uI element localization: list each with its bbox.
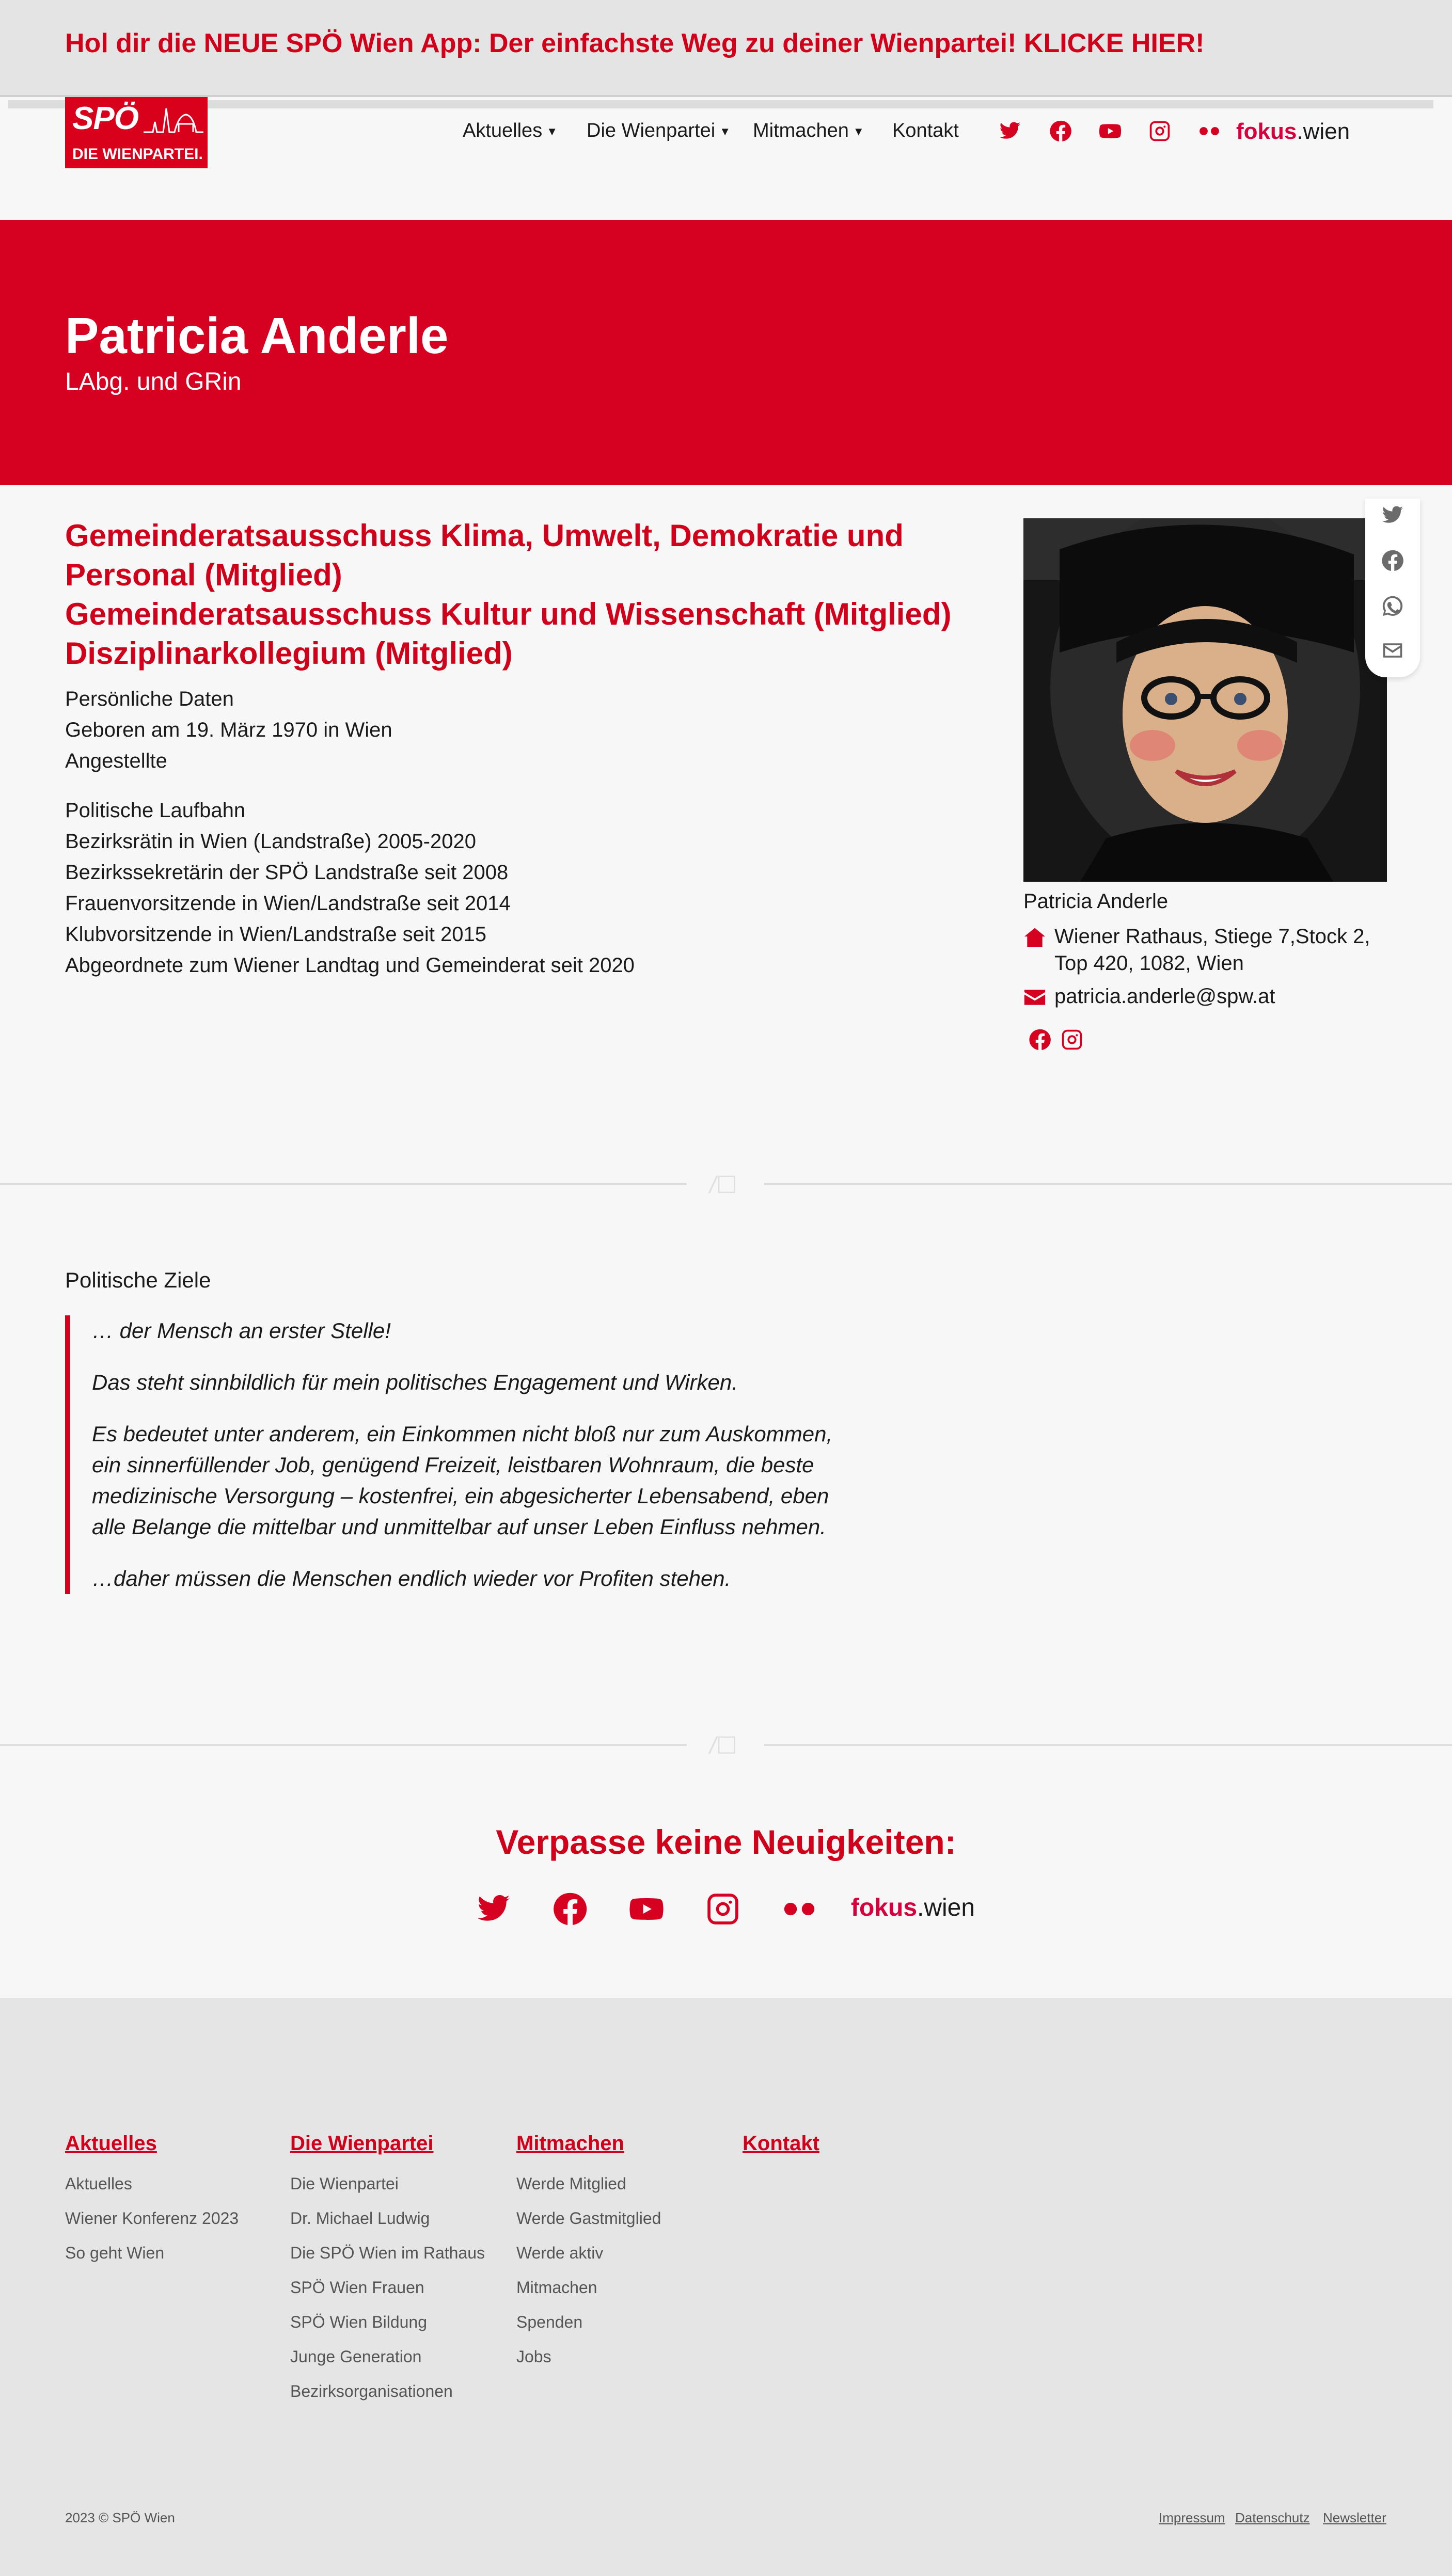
promo-divider <box>0 95 1452 97</box>
nav-item-die-wienpartei[interactable] <box>587 120 731 142</box>
youtube-icon[interactable] <box>629 1891 664 1927</box>
footer-link[interactable]: Die SPÖ Wien im Rathaus <box>290 2244 485 2262</box>
page-subtitle: LAbg. und GRin <box>65 368 242 395</box>
committee-item: Gemeinderatsausschuss Klima, Umwelt, Demokratie und Personal (Mitglied) <box>65 518 904 592</box>
fokus-wien-link[interactable] <box>1236 119 1350 145</box>
copyright-text: 2023 © SPÖ Wien <box>65 2510 175 2525</box>
nav-label: Aktuelles <box>463 120 543 141</box>
personal-data <box>65 683 392 776</box>
page-title: Patricia Anderle <box>65 307 449 364</box>
facebook-icon[interactable] <box>1381 549 1404 572</box>
fokus-wien-link[interactable] <box>851 1894 975 1922</box>
footer-link[interactable]: So geht Wien <box>65 2244 165 2262</box>
main-nav <box>0 120 1452 146</box>
twitter-icon[interactable] <box>1381 504 1404 527</box>
quote-paragraph: Das steht sinnbildlich für mein politisches Engagement und Wirken. <box>92 1370 738 1394</box>
footer-link[interactable]: Mitmachen <box>516 2278 597 2297</box>
facebook-icon[interactable] <box>553 1891 588 1927</box>
footer-link[interactable]: SPÖ Wien Frauen <box>290 2278 424 2297</box>
footer-heading[interactable]: Aktuelles <box>65 2132 157 2155</box>
site-footer <box>0 1998 1452 2576</box>
committee-list <box>65 516 995 673</box>
nav-label: Die Wienpartei <box>587 120 716 141</box>
share-sidebar <box>1365 499 1420 677</box>
career-line: Bezirkssekretärin der SPÖ Landstraße seit 2008 <box>65 861 509 884</box>
committee-item: Gemeinderatsausschuss Kultur und Wissenschaft (Mitglied) <box>65 597 952 631</box>
quote-paragraph: … der Mensch an erster Stelle! <box>92 1318 391 1343</box>
newsletter-heading: Verpasse keine Neuigkeiten: <box>496 1823 956 1861</box>
address-line: Wiener Rathaus, Stiege 7,Stock 2, <box>1054 925 1370 948</box>
fokus-bold: fokus <box>1236 119 1297 144</box>
divider-emblem <box>687 1729 764 1760</box>
facebook-icon[interactable] <box>1049 120 1072 142</box>
logo-wordmark: SPÖ <box>72 101 138 136</box>
contact-name: Patricia Anderle <box>1023 890 1169 913</box>
footer-link[interactable]: Junge Generation <box>290 2347 422 2366</box>
caret-down-icon: ▼ <box>853 124 864 138</box>
whatsapp-icon[interactable] <box>1381 595 1404 617</box>
email-link[interactable]: patricia.anderle@spw.at <box>1054 985 1275 1008</box>
goals-heading: Politische Ziele <box>65 1268 211 1292</box>
footer-link[interactable]: Die Wienpartei <box>290 2174 399 2193</box>
facebook-icon[interactable] <box>1029 1028 1051 1051</box>
career-line: Bezirksrätin in Wien (Landstraße) 2005-2020 <box>65 830 476 853</box>
committee-item: Disziplinarkollegium (Mitglied) <box>65 636 513 671</box>
promo-banner <box>0 0 1452 96</box>
career-line: Abgeordnete zum Wiener Landtag und Gemeinderat seit 2020 <box>65 954 635 977</box>
fokus-bold: fokus <box>851 1894 918 1921</box>
emblem-icon: /☐ <box>709 1732 738 1759</box>
fokus-rest: .wien <box>1297 119 1350 144</box>
caret-down-icon: ▼ <box>546 124 558 138</box>
flickr-icon[interactable] <box>782 1891 817 1927</box>
footer-heading[interactable]: Die Wienpartei <box>290 2132 434 2155</box>
instagram-icon[interactable] <box>1061 1028 1083 1051</box>
footer-link[interactable]: Bezirksorganisationen <box>290 2382 453 2400</box>
goals-quote <box>65 1315 866 1594</box>
footer-link[interactable]: Jobs <box>516 2347 551 2366</box>
career-heading: Politische Laufbahn <box>65 799 246 822</box>
footer-link[interactable]: Werde Gastmitglied <box>516 2209 661 2228</box>
newsletter-link[interactable]: Newsletter <box>1323 2510 1386 2525</box>
personal-data-heading: Persönliche Daten <box>65 688 234 710</box>
nav-label: Kontakt <box>892 120 959 141</box>
twitter-icon[interactable] <box>999 120 1021 142</box>
footer-heading[interactable]: Kontakt <box>743 2132 819 2155</box>
nav-item-mitmachen[interactable] <box>753 120 864 142</box>
contact-email[interactable] <box>1023 983 1275 1010</box>
contact-address <box>1023 923 1370 977</box>
youtube-icon[interactable] <box>1099 120 1122 142</box>
instagram-icon[interactable] <box>1148 120 1171 142</box>
political-career <box>65 795 635 981</box>
promo-app-link[interactable]: Hol dir die NEUE SPÖ Wien App: Der einfachste Weg zu deiner Wienpartei! KLICKE HIER! <box>65 28 1205 58</box>
personal-data-line: Angestellte <box>65 750 167 772</box>
footer-link[interactable]: Werde aktiv <box>516 2244 604 2262</box>
address-line: Top 420, 1082, Wien <box>1054 952 1244 975</box>
portrait-illustration <box>1023 518 1387 882</box>
footer-link[interactable]: Aktuelles <box>65 2174 132 2193</box>
nav-item-kontakt[interactable] <box>892 120 959 142</box>
footer-column-kontakt <box>743 2132 819 2167</box>
footer-heading[interactable]: Mitmachen <box>516 2132 624 2155</box>
datenschutz-link[interactable]: Datenschutz <box>1235 2510 1310 2525</box>
mail-icon[interactable] <box>1381 639 1404 662</box>
promo-shadow <box>8 100 1433 108</box>
footer-link[interactable]: Werde Mitglied <box>516 2174 626 2193</box>
divider-emblem <box>687 1169 764 1200</box>
envelope-icon <box>1023 986 1046 1009</box>
career-line: Frauenvorsitzende in Wien/Landstraße seit 2014 <box>65 892 511 915</box>
flickr-icon[interactable] <box>1198 120 1221 142</box>
fokus-rest: .wien <box>917 1894 975 1921</box>
hero-banner <box>0 220 1452 485</box>
instagram-icon[interactable] <box>705 1891 740 1927</box>
quote-paragraph: Es bedeutet unter anderem, ein Einkommen nicht bloß nur zum Auskommen, ein sinnerfüllender Job, genügend Freizeit, leistbaren Wohnraum, die beste medizinische Versorgung – kostenfrei, ein abgesicherter Lebensabend, eben alle Belange die mittelbar und unmittelbar auf unser Leben Einfluss nehmen. <box>92 1422 833 1539</box>
caret-down-icon: ▼ <box>719 124 731 138</box>
footer-link[interactable]: SPÖ Wien Bildung <box>290 2313 428 2331</box>
home-icon <box>1023 926 1046 949</box>
footer-column-aktuelles <box>65 2132 239 2270</box>
career-line: Klubvorsitzende in Wien/Landstraße seit 2015 <box>65 923 487 946</box>
footer-link[interactable]: Wiener Konferenz 2023 <box>65 2209 239 2228</box>
footer-link[interactable]: Spenden <box>516 2313 583 2331</box>
impressum-link[interactable]: Impressum <box>1159 2510 1225 2525</box>
quote-paragraph: …daher müssen die Menschen endlich wieder vor Profiten stehen. <box>92 1566 731 1591</box>
logo-tagline: DIE WIENPARTEI. <box>72 146 203 163</box>
footer-link[interactable]: Dr. Michael Ludwig <box>290 2209 430 2228</box>
nav-item-aktuelles[interactable] <box>463 120 558 142</box>
profile-photo <box>1023 518 1387 882</box>
twitter-icon[interactable] <box>476 1891 511 1927</box>
personal-data-line: Geboren am 19. März 1970 in Wien <box>65 719 392 741</box>
footer-column-mitmachen <box>516 2132 661 2374</box>
footer-column-die-wienpartei <box>290 2132 485 2409</box>
nav-label: Mitmachen <box>753 120 849 141</box>
emblem-icon: /☐ <box>709 1171 738 1198</box>
